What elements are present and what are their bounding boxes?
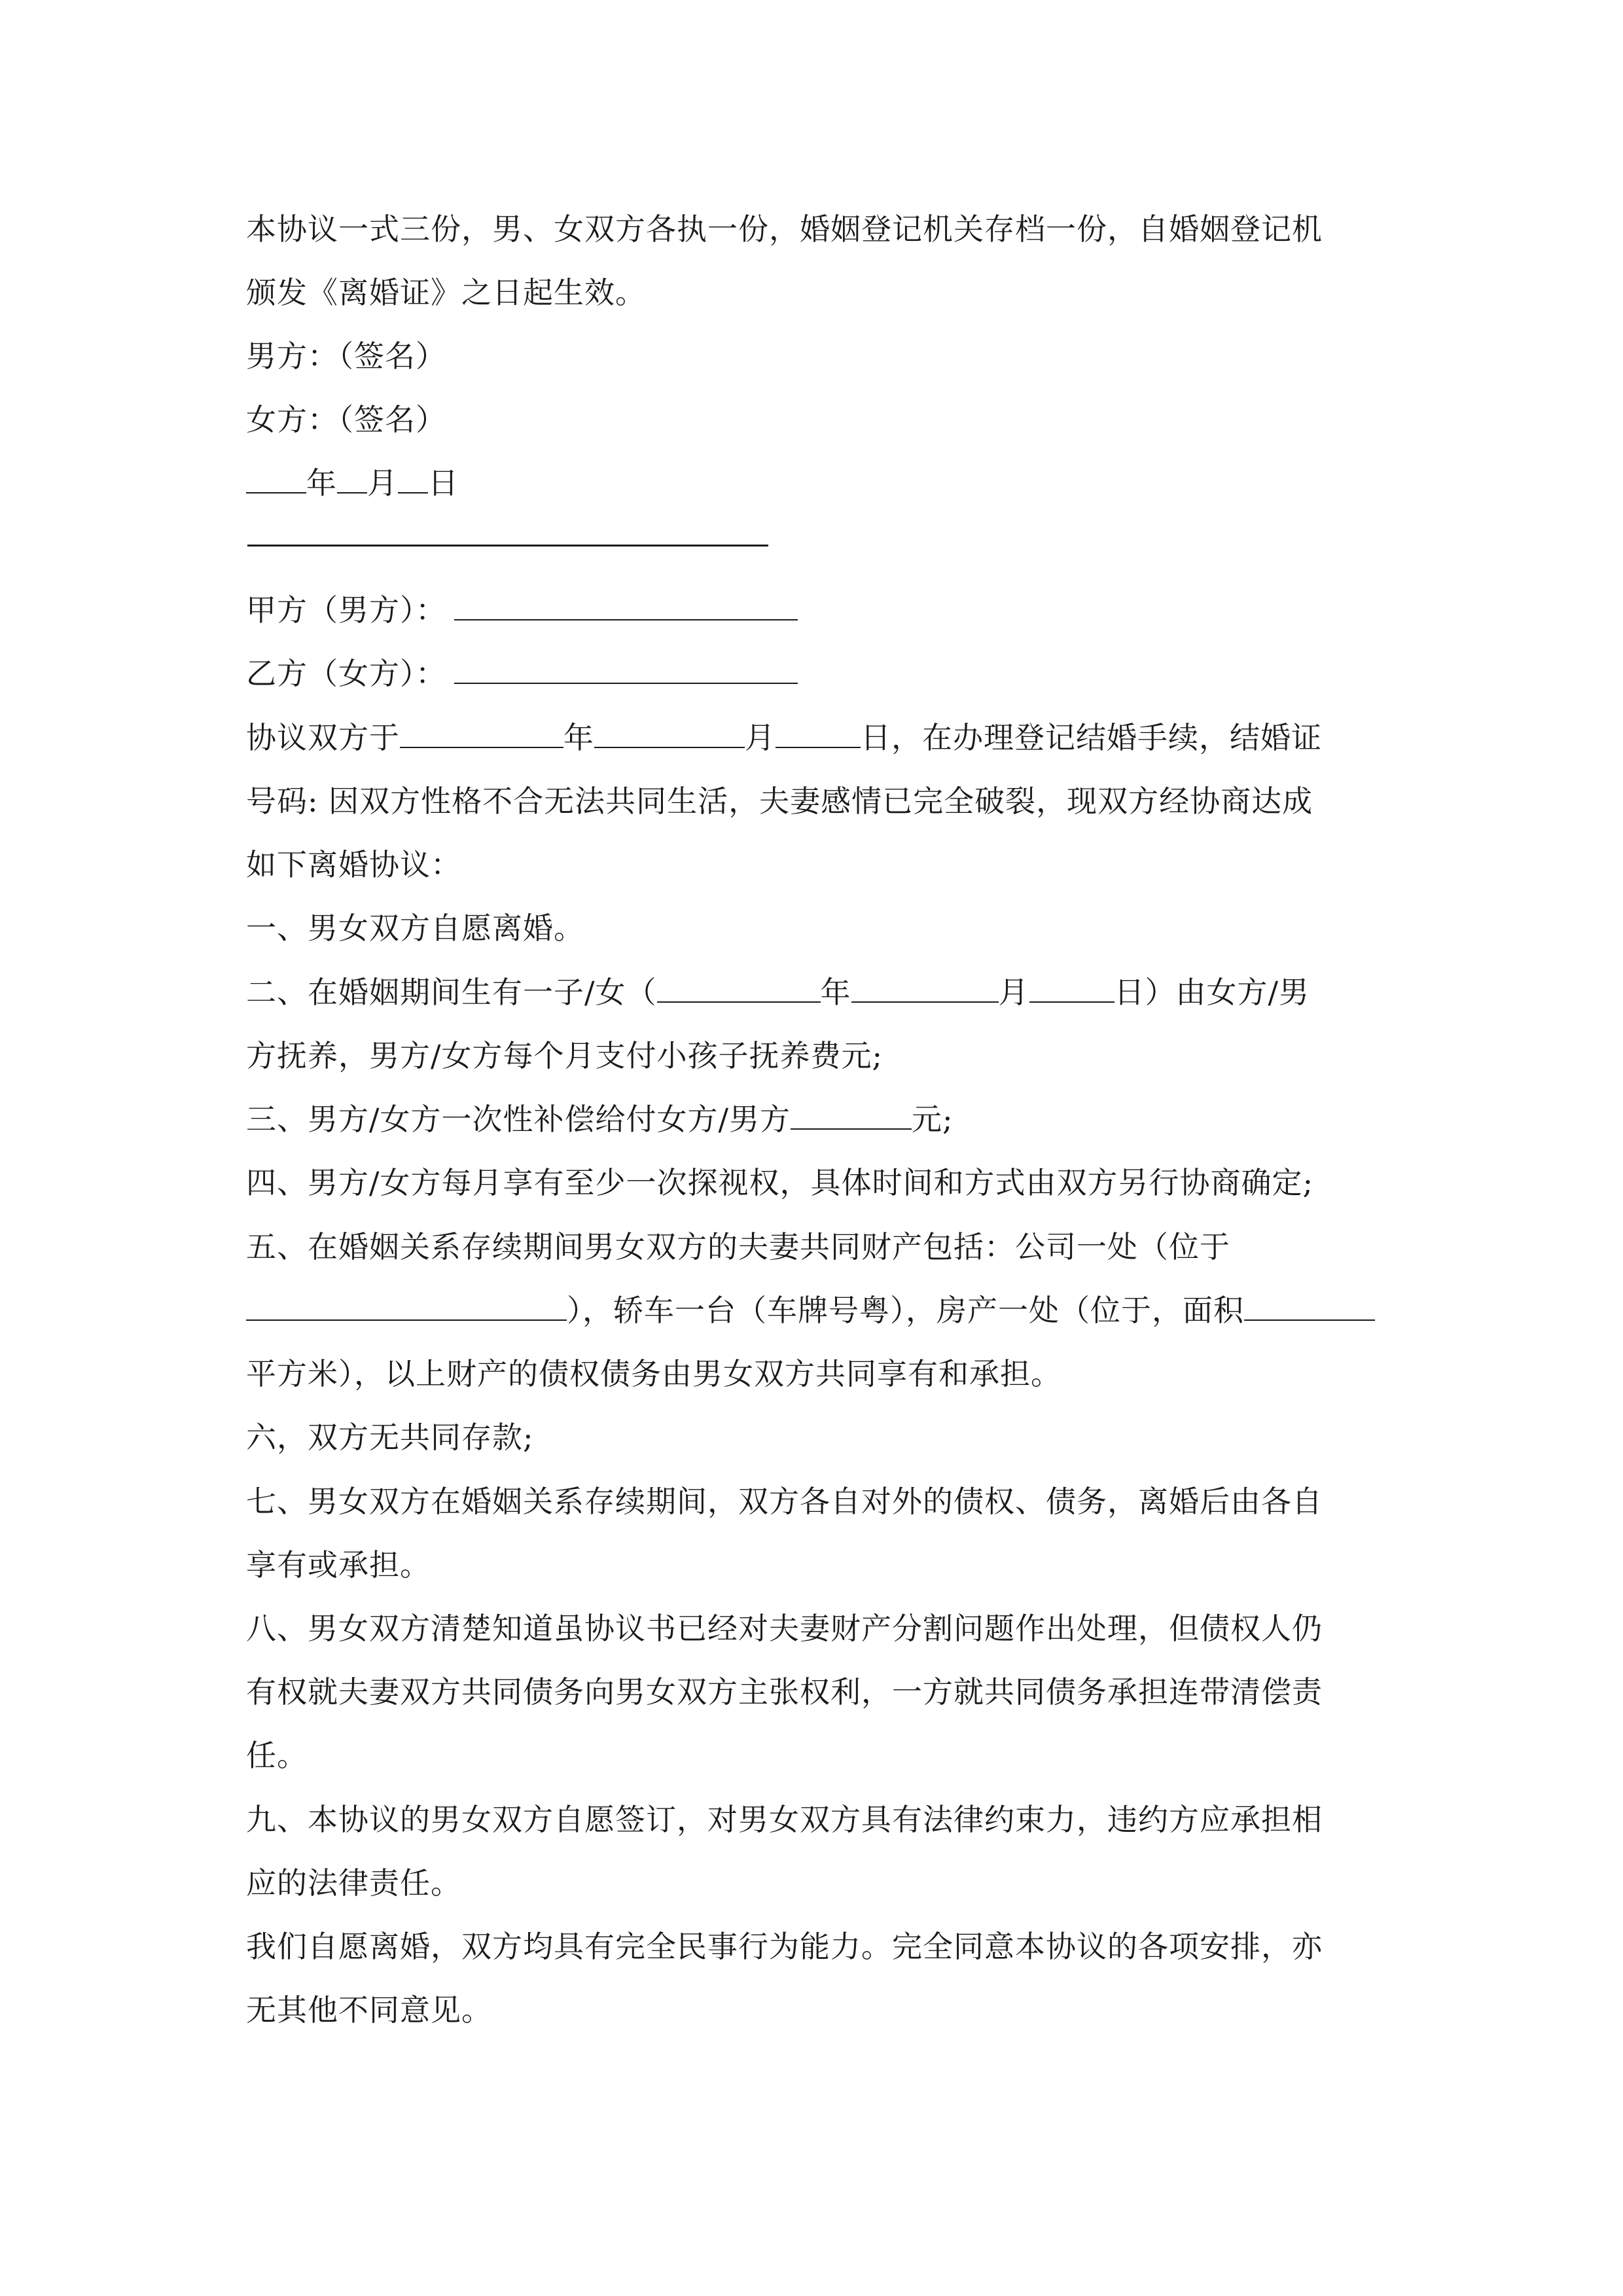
intro-month-blank bbox=[594, 718, 745, 748]
final-statement-line-1: 我们自愿离婚，双方均具有完全民事行为能力。完全同意本协议的各项安排，亦 bbox=[246, 1929, 1323, 1964]
clause-9-line-1: 九、本协议的男女双方自愿签订，对男女双方具有法律约束力，违约方应承担相 bbox=[246, 1802, 1323, 1837]
clause-3 bbox=[246, 1100, 1385, 1139]
clause-8-line-1: 八、男女双方清楚知道虽协议书已经对夫妻财产分割问题作出处理，但债权人仍 bbox=[246, 1611, 1323, 1646]
intro-year-blank bbox=[400, 718, 563, 748]
clause-3-amount-blank bbox=[791, 1100, 912, 1130]
month-blank bbox=[337, 463, 367, 493]
clause-9-line-2: 应的法律责任。 bbox=[246, 1865, 461, 1901]
clause-3-text-start: 三、男方/女方一次性补偿给付女方/男方 bbox=[246, 1102, 791, 1137]
intro-line-2: 号码: 因双方性格不合无法共同生活，夫妻感情已完全破裂，现双方经协商达成 bbox=[246, 783, 1313, 819]
clause-8-line-3: 任。 bbox=[246, 1738, 308, 1773]
clause-4: 四、男方/女方每月享有至少一次探视权，具体时间和方式由双方另行协商确定; bbox=[246, 1165, 1313, 1200]
clause-7-line-1: 七、男女双方在婚姻关系存续期间，双方各自对外的债权、债务，离婚后由各自 bbox=[246, 1484, 1323, 1519]
intro-line-3: 如下离婚协议： bbox=[246, 847, 461, 882]
party-b-blank bbox=[454, 654, 798, 684]
clause-2-line-2: 方抚养，男方/女方每个月支付小孩子抚养费元; bbox=[246, 1038, 883, 1073]
clause-5-line-2 bbox=[246, 1291, 1385, 1330]
clause-2-year-blank bbox=[657, 973, 821, 1003]
year-label: 年 bbox=[306, 465, 337, 501]
closing-paragraph-line-2: 颁发《离婚证》之日起生效。 bbox=[246, 275, 646, 310]
clause-2-text-start: 二、在婚姻期间生有一子/女（ bbox=[246, 975, 657, 1010]
clause-5-area-blank bbox=[1244, 1291, 1375, 1321]
date-line bbox=[246, 463, 1385, 503]
clause-3-text-end: 元; bbox=[912, 1102, 954, 1137]
clause-8-line-2: 有权就夫妻双方共同债务向男女双方主张权利，一方就共同债务承担连带清偿责 bbox=[246, 1674, 1323, 1710]
clause-6: 六，双方无共同存款; bbox=[246, 1420, 534, 1455]
year-blank bbox=[246, 463, 306, 493]
intro-day-blank bbox=[776, 718, 861, 748]
day-label: 日 bbox=[428, 465, 459, 501]
intro-month-label: 月 bbox=[745, 720, 776, 755]
clause-2-line-1 bbox=[246, 973, 1385, 1012]
party-a-blank bbox=[454, 590, 798, 620]
clause-2-day-blank bbox=[1029, 973, 1115, 1003]
intro-line-1 bbox=[246, 718, 1385, 757]
male-signature-line: 男方：（签名） bbox=[246, 338, 446, 374]
party-b-line bbox=[246, 654, 1385, 693]
clause-1: 一、男女双方自愿离婚。 bbox=[246, 910, 584, 946]
clause-7-line-2: 享有或承担。 bbox=[246, 1547, 431, 1583]
intro-text-start: 协议双方于 bbox=[246, 720, 400, 755]
clause-5-line-3: 平方米），以上财产的债权债务由男女双方共同享有和承担。 bbox=[246, 1356, 1061, 1391]
intro-year-label: 年 bbox=[563, 720, 594, 755]
clause-2-year-label: 年 bbox=[820, 975, 851, 1010]
final-statement-line-2: 无其他不同意见。 bbox=[246, 1992, 492, 2028]
clause-2-month-blank bbox=[851, 973, 999, 1003]
month-label: 月 bbox=[367, 465, 398, 501]
clause-2-text-end: 日）由女方/男 bbox=[1114, 975, 1310, 1010]
clause-5-line-1: 五、在婚姻关系存续期间男女双方的夫妻共同财产包括：公司一处（位于 bbox=[246, 1229, 1230, 1265]
party-a-label: 甲方（男方）： bbox=[246, 592, 446, 628]
section-divider bbox=[247, 545, 768, 547]
closing-paragraph-line-1: 本协议一式三份，男、女双方各执一份，婚姻登记机关存档一份，自婚姻登记机 bbox=[246, 211, 1323, 247]
party-b-label: 乙方（女方）： bbox=[246, 656, 446, 691]
female-signature-line: 女方：（签名） bbox=[246, 402, 446, 437]
day-blank bbox=[398, 463, 428, 493]
party-a-line bbox=[246, 590, 1385, 630]
clause-5-line-2-text: ），轿车一台（车牌号粤），房产一处（位于，面积 bbox=[567, 1293, 1244, 1328]
intro-text-end: 日，在办理登记结婚手续，结婚证 bbox=[861, 720, 1322, 755]
clause-5-location-blank bbox=[246, 1291, 567, 1321]
clause-2-month-label: 月 bbox=[998, 975, 1029, 1010]
